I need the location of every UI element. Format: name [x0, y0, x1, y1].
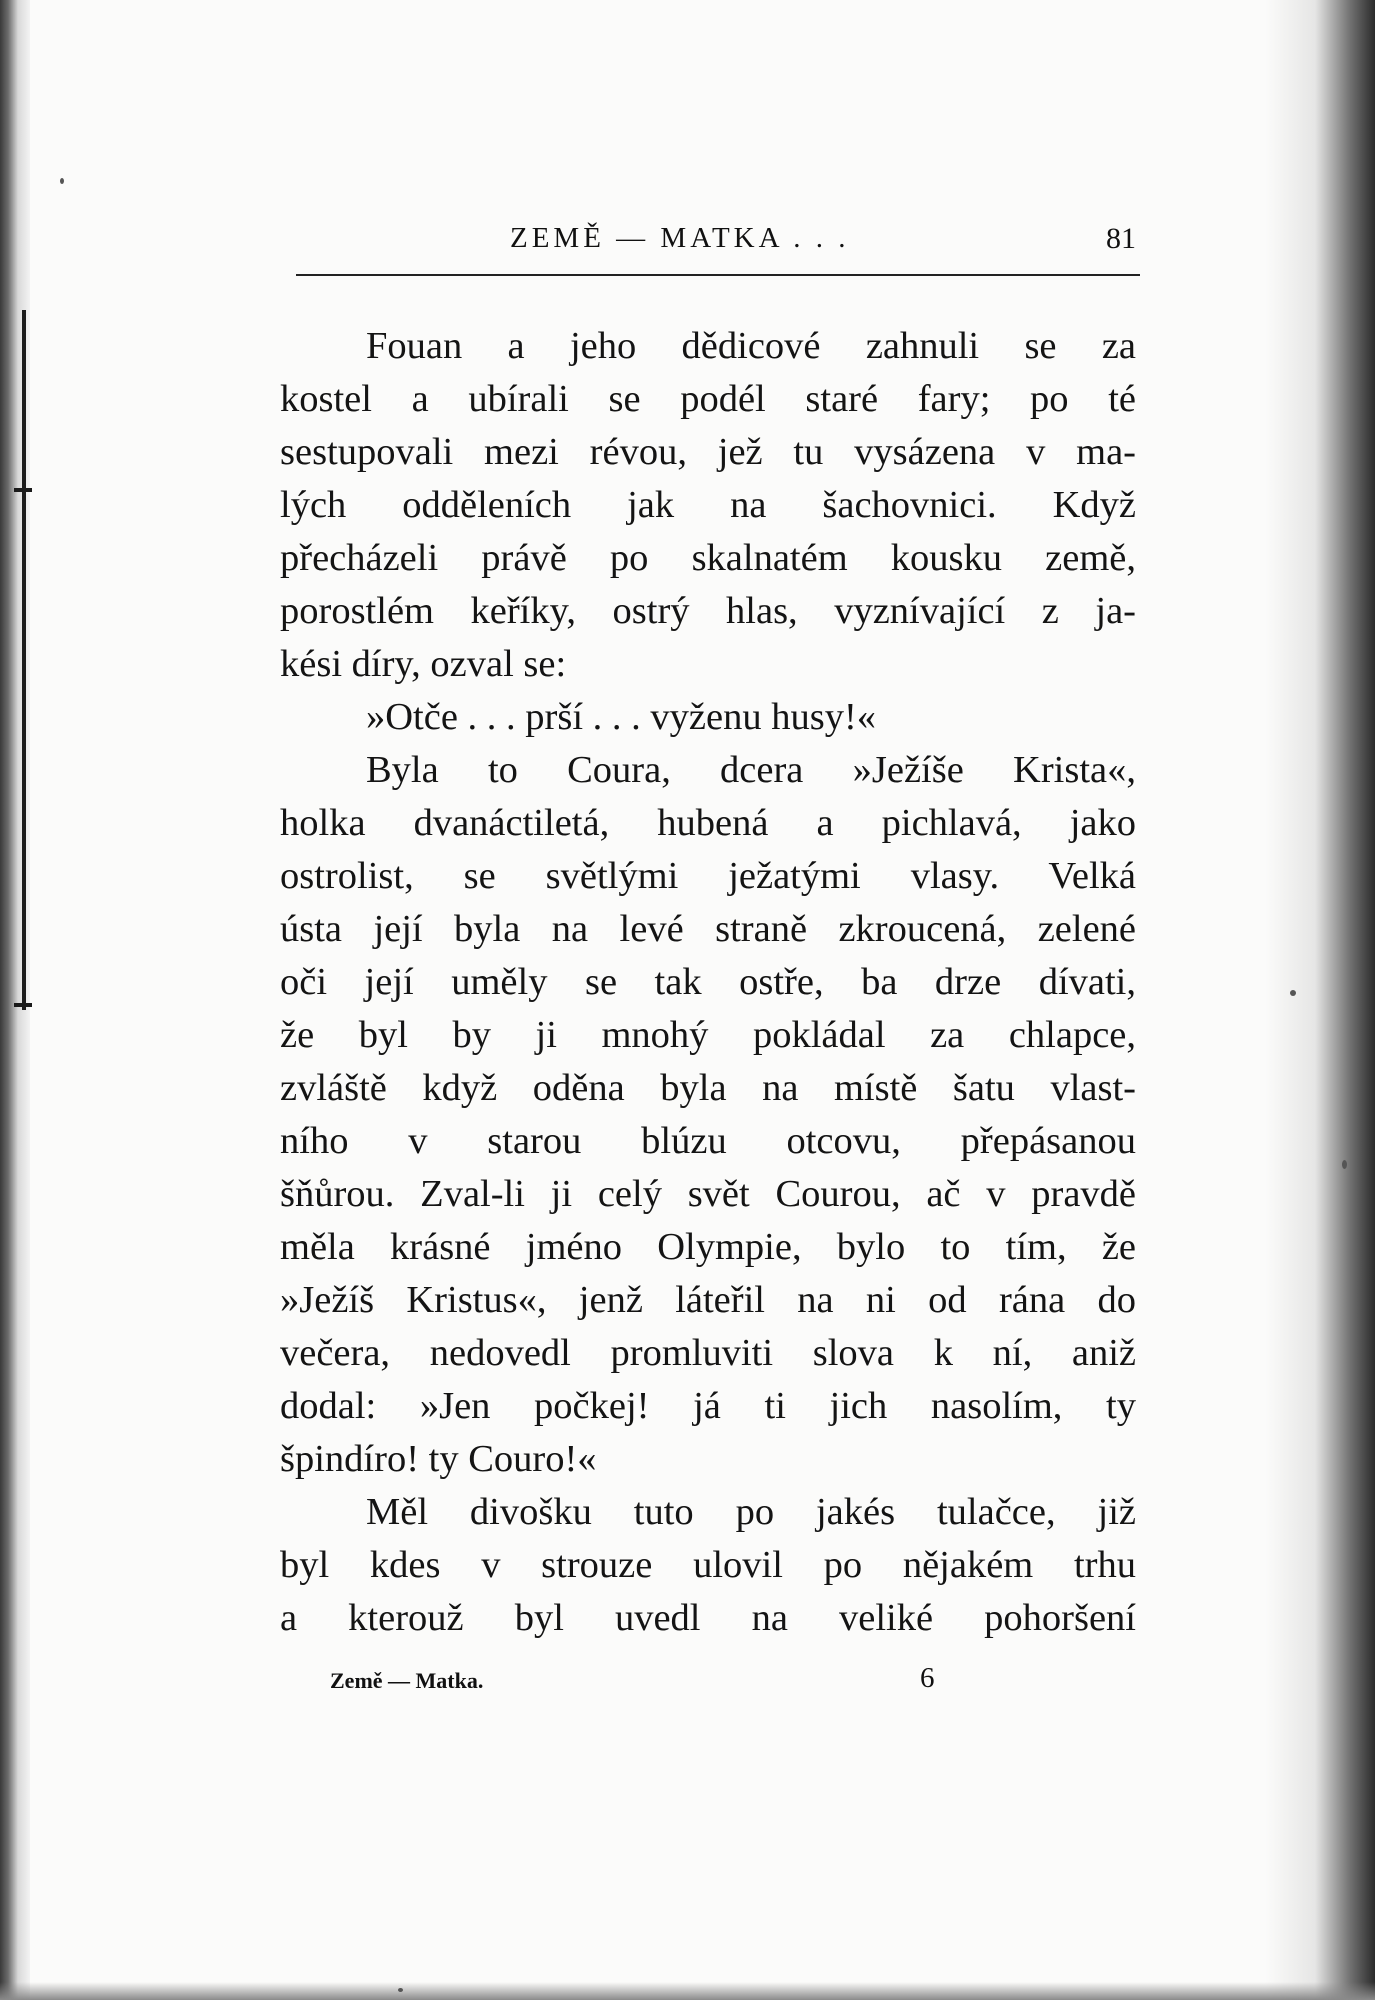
gutter-mark [14, 488, 32, 492]
text-line: dodal: »Jen počkej! já ti jich nasolím, ty [280, 1385, 1136, 1427]
text-line: přecházeli právě po skalnatém kousku země, [280, 537, 1136, 579]
binding-gutter-line [22, 310, 26, 1010]
scan-speck [398, 1988, 403, 1992]
scan-bottom-edge [0, 1982, 1375, 2000]
text-line: lých odděleních jak na šachovnici. Když [280, 484, 1136, 526]
text-line: ostrolist, se světlými ježatými vlasy. Velká [280, 855, 1136, 897]
text-line: »Ježíš Kristus«, jenž láteřil na ni od rána do [280, 1279, 1136, 1321]
header-rule [296, 274, 1140, 276]
text-line: Měl divošku tuto po jakés tulačce, již [366, 1491, 1136, 1533]
sheet-signature: Země — Matka. [330, 1668, 484, 1693]
text-line: kési díry, ozval se: [280, 643, 567, 685]
text-line: holka dvanáctiletá, hubená a pichlavá, jako [280, 802, 1136, 844]
body-text [280, 320, 1136, 1645]
text-line: zvláště když oděna byla na místě šatu vlast- [280, 1067, 1136, 1109]
text-line: ústa její byla na levé straně zkroucená, zelené [280, 908, 1136, 950]
text-line: špindíro! ty Couro!« [280, 1438, 597, 1480]
text-line: večera, nedovedl promluviti slova k ní, aniž [280, 1332, 1136, 1374]
text-line: porostlém keříky, ostrý hlas, vyznívající z ja- [280, 590, 1136, 632]
text-line: šňůrou. Zval-li ji celý svět Courou, ač v pravdě [280, 1173, 1136, 1215]
text-line: ního v starou blúzu otcovu, přepásanou [280, 1120, 1136, 1162]
running-head [296, 222, 1140, 266]
sheet-number: 6 [920, 1662, 935, 1694]
text-line: že byl by ji mnohý pokládal za chlapce, [280, 1014, 1136, 1056]
scan-speck [1290, 990, 1296, 996]
text-line: byl kdes v strouze ulovil po nějakém trhu [280, 1544, 1136, 1586]
text-line: sestupovali mezi révou, jež tu vysázena v ma- [280, 431, 1136, 473]
text-line: měla krásné jméno Olympie, bylo to tím, že [280, 1226, 1136, 1268]
sheet-signature-line [330, 1662, 935, 1704]
scan-right-edge [1265, 0, 1375, 2000]
text-line: Byla to Coura, dcera »Ježíše Krista«, [366, 749, 1136, 791]
gutter-mark [14, 1003, 32, 1007]
running-head-title: ZEMĚ — MATKA . . . [510, 222, 850, 254]
page-number: 81 [1106, 222, 1136, 255]
scan-speck [1342, 1160, 1347, 1169]
text-line: kostel a ubírali se podél staré fary; po té [280, 378, 1136, 420]
scan-speck [60, 178, 64, 184]
text-line: oči její uměly se tak ostře, ba drze dívati, [280, 961, 1136, 1003]
text-line: Fouan a jeho dědicové zahnuli se za [366, 325, 1136, 367]
text-line: a kterouž byl uvedl na veliké pohoršení [280, 1597, 1136, 1639]
text-line: »Otče . . . prší . . . vyženu husy!« [366, 696, 877, 738]
